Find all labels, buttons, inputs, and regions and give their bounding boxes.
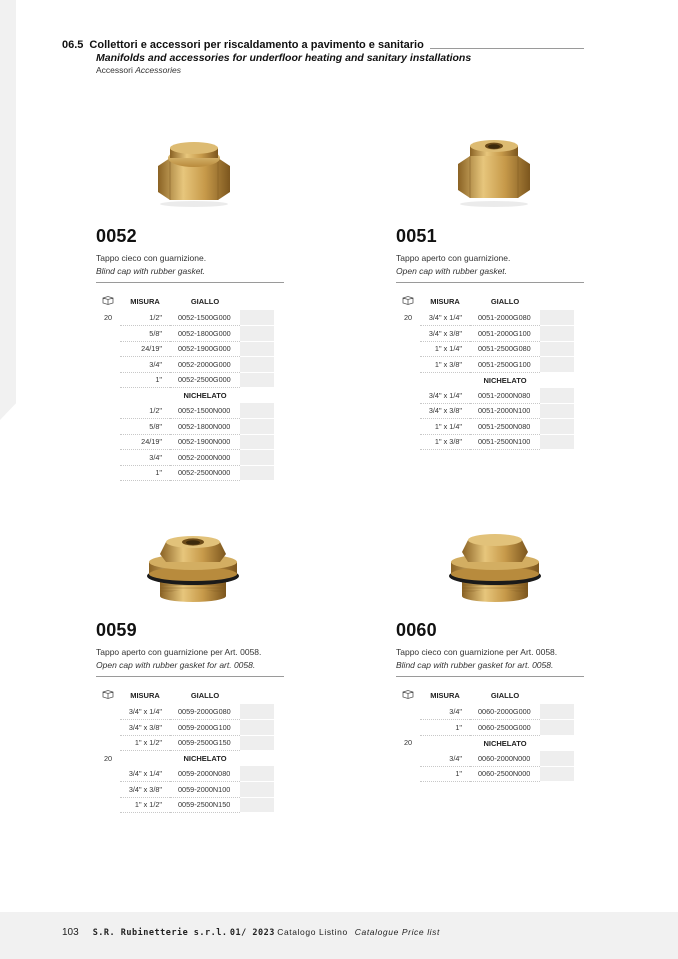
price-cell bbox=[540, 341, 574, 357]
section-number: 06.5 bbox=[62, 39, 84, 51]
page-number: 103 bbox=[62, 927, 79, 938]
section-title-en: Manifolds and accessories for underfloor heating and sanitary installations bbox=[96, 52, 472, 64]
table-row: 3/4" 0052-2000G000 bbox=[96, 357, 274, 373]
desc-it: Tappo aperto con guarnizione per Art. 0058. bbox=[96, 647, 262, 657]
product-code-0051: 0051 bbox=[396, 226, 437, 247]
price-cell bbox=[540, 310, 574, 326]
price-cell bbox=[240, 766, 274, 782]
column-header-code: GIALLO bbox=[490, 691, 520, 700]
table-row: 1" 0060-2500N000 bbox=[396, 766, 574, 782]
product-image-0052 bbox=[148, 140, 240, 208]
company-name: S.R. Rubinetterie s.r.l. bbox=[92, 928, 228, 938]
table-row: 3/4" x 3/8" 0059-2000G100 bbox=[96, 720, 274, 736]
nichelato-label: NICHELATO bbox=[483, 738, 527, 748]
spec-table-0052 bbox=[96, 293, 274, 481]
edition: 01/ 2023 bbox=[229, 928, 275, 938]
spec-table-0060 bbox=[396, 687, 574, 782]
package-qty: 20 bbox=[103, 753, 113, 763]
price-cell bbox=[240, 782, 274, 798]
left-decor-band bbox=[0, 0, 16, 420]
table-row: 5/8" 0052-1800N000 bbox=[96, 419, 274, 435]
subtitle-en: Accessories bbox=[135, 65, 182, 75]
price-cell bbox=[240, 450, 274, 466]
column-header-size: MISURA bbox=[130, 297, 160, 306]
price-cell bbox=[240, 341, 274, 357]
column-header-size: MISURA bbox=[430, 691, 460, 700]
page-footer bbox=[62, 927, 440, 938]
desc-rule bbox=[96, 676, 284, 677]
table-row: 3/4" 0052-2000N000 bbox=[96, 450, 274, 466]
desc-it: Tappo cieco con guarnizione. bbox=[96, 253, 207, 263]
page-header bbox=[62, 39, 584, 75]
product-image-0060 bbox=[442, 530, 548, 610]
package-qty: 20 bbox=[403, 313, 413, 323]
desc-it: Tappo aperto con guarnizione. bbox=[396, 253, 511, 263]
nichelato-label: NICHELATO bbox=[483, 375, 527, 385]
column-header-size: MISURA bbox=[130, 691, 160, 700]
table-row: 1" x 1/4" 0051-2500N080 bbox=[396, 419, 574, 435]
product-image-0051 bbox=[448, 140, 540, 208]
product-image-0059 bbox=[140, 530, 246, 610]
price-cell bbox=[240, 797, 274, 813]
product-desc-0051 bbox=[396, 253, 586, 276]
price-cell bbox=[240, 465, 274, 481]
product-desc-0060 bbox=[396, 647, 586, 670]
price-cell bbox=[540, 704, 574, 720]
spec-table-0059 bbox=[96, 687, 274, 813]
column-header-code: GIALLO bbox=[190, 691, 220, 700]
table-row: 3/4" 0060-2000N000 bbox=[396, 751, 574, 767]
package-icon bbox=[396, 293, 420, 310]
table-row: 3/4" x 3/8" 0051-2000N100 bbox=[396, 403, 574, 419]
price-cell bbox=[540, 388, 574, 404]
table-row: 1" x 1/4" 0051-2500G080 bbox=[396, 341, 574, 357]
section-subtitle bbox=[96, 65, 584, 75]
desc-rule bbox=[396, 282, 584, 283]
table-row: 1" 0052-2500G000 bbox=[96, 372, 274, 388]
price-cell bbox=[540, 403, 574, 419]
section-title-it: Collettori e accessori per riscaldamento a pavimento e sanitario bbox=[89, 39, 424, 51]
price-cell bbox=[240, 434, 274, 450]
table-row: 24/19" 0052-1900G000 bbox=[96, 341, 274, 357]
price-cell bbox=[540, 357, 574, 373]
product-code-0059: 0059 bbox=[96, 620, 137, 641]
nichelato-label: NICHELATO bbox=[183, 391, 227, 400]
price-cell bbox=[240, 704, 274, 720]
desc-en: Blind cap with rubber gasket for art. 0058. bbox=[396, 660, 554, 670]
header-rule bbox=[430, 48, 584, 49]
product-code-0060: 0060 bbox=[396, 620, 437, 641]
table-row: 1" 0060-2500G000 bbox=[396, 720, 574, 736]
product-desc-0059 bbox=[96, 647, 286, 670]
product-desc-0052 bbox=[96, 253, 286, 276]
price-cell bbox=[240, 419, 274, 435]
table-row: 1" x 1/2" 0059-2500G150 bbox=[96, 735, 274, 751]
desc-rule bbox=[396, 676, 584, 677]
spec-table-0051 bbox=[396, 293, 574, 450]
desc-rule bbox=[96, 282, 284, 283]
package-icon bbox=[96, 687, 120, 704]
section-title-row bbox=[62, 39, 584, 51]
table-row: 3/4" x 1/4" 0059-2000G080 bbox=[96, 704, 274, 720]
column-header-code: GIALLO bbox=[490, 297, 520, 306]
package-qty: 20 bbox=[103, 313, 113, 323]
package-qty: 20 bbox=[403, 738, 413, 748]
price-cell bbox=[240, 310, 274, 326]
column-header-size: MISURA bbox=[430, 297, 460, 306]
table-row: 20 3/4" x 1/4" 0051-2000G080 bbox=[396, 310, 574, 326]
price-cell bbox=[240, 720, 274, 736]
table-row: 3/4" x 1/4" 0051-2000N080 bbox=[396, 388, 574, 404]
desc-en: Blind cap with rubber gasket. bbox=[96, 266, 206, 276]
table-row: 3/4" 0060-2000G000 bbox=[396, 704, 574, 720]
price-cell bbox=[540, 419, 574, 435]
table-row: 1" x 1/2" 0059-2500N150 bbox=[96, 797, 274, 813]
price-cell bbox=[540, 720, 574, 736]
price-cell bbox=[240, 357, 274, 373]
price-cell bbox=[240, 735, 274, 751]
desc-en: Open cap with rubber gasket. bbox=[396, 266, 508, 276]
table-row: 1/2" 0052-1500N000 bbox=[96, 403, 274, 419]
nichelato-label: NICHELATO bbox=[183, 754, 227, 763]
price-cell bbox=[540, 766, 574, 782]
table-row: 3/4" x 1/4" 0059-2000N080 bbox=[96, 766, 274, 782]
table-row: 20 1/2" 0052-1500G000 bbox=[96, 310, 274, 326]
table-row: 5/8" 0052-1800G000 bbox=[96, 326, 274, 342]
product-code-0052: 0052 bbox=[96, 226, 137, 247]
table-row: 1" x 3/8" 0051-2500G100 bbox=[396, 357, 574, 373]
price-cell bbox=[540, 751, 574, 767]
table-row: 1" 0052-2500N000 bbox=[96, 465, 274, 481]
desc-en: Open cap with rubber gasket for art. 0058. bbox=[96, 660, 256, 670]
price-cell bbox=[240, 372, 274, 388]
table-row: 3/4" x 3/8" 0051-2000G100 bbox=[396, 326, 574, 342]
subtitle-it: Accessori bbox=[96, 65, 133, 75]
table-row: 3/4" x 3/8" 0059-2000N100 bbox=[96, 782, 274, 798]
package-icon bbox=[396, 687, 420, 704]
desc-it: Tappo cieco con guarnizione per Art. 0058. bbox=[396, 647, 558, 657]
price-cell bbox=[540, 326, 574, 342]
package-icon bbox=[96, 293, 120, 310]
column-header-code: GIALLO bbox=[190, 297, 220, 306]
catalogue-label: Catalogo Listino Catalogue Price list bbox=[277, 927, 440, 937]
price-cell bbox=[240, 403, 274, 419]
table-row: 1" x 3/8" 0051-2500N100 bbox=[396, 434, 574, 450]
table-row: 24/19" 0052-1900N000 bbox=[96, 434, 274, 450]
price-cell bbox=[240, 326, 274, 342]
price-cell bbox=[540, 434, 574, 450]
